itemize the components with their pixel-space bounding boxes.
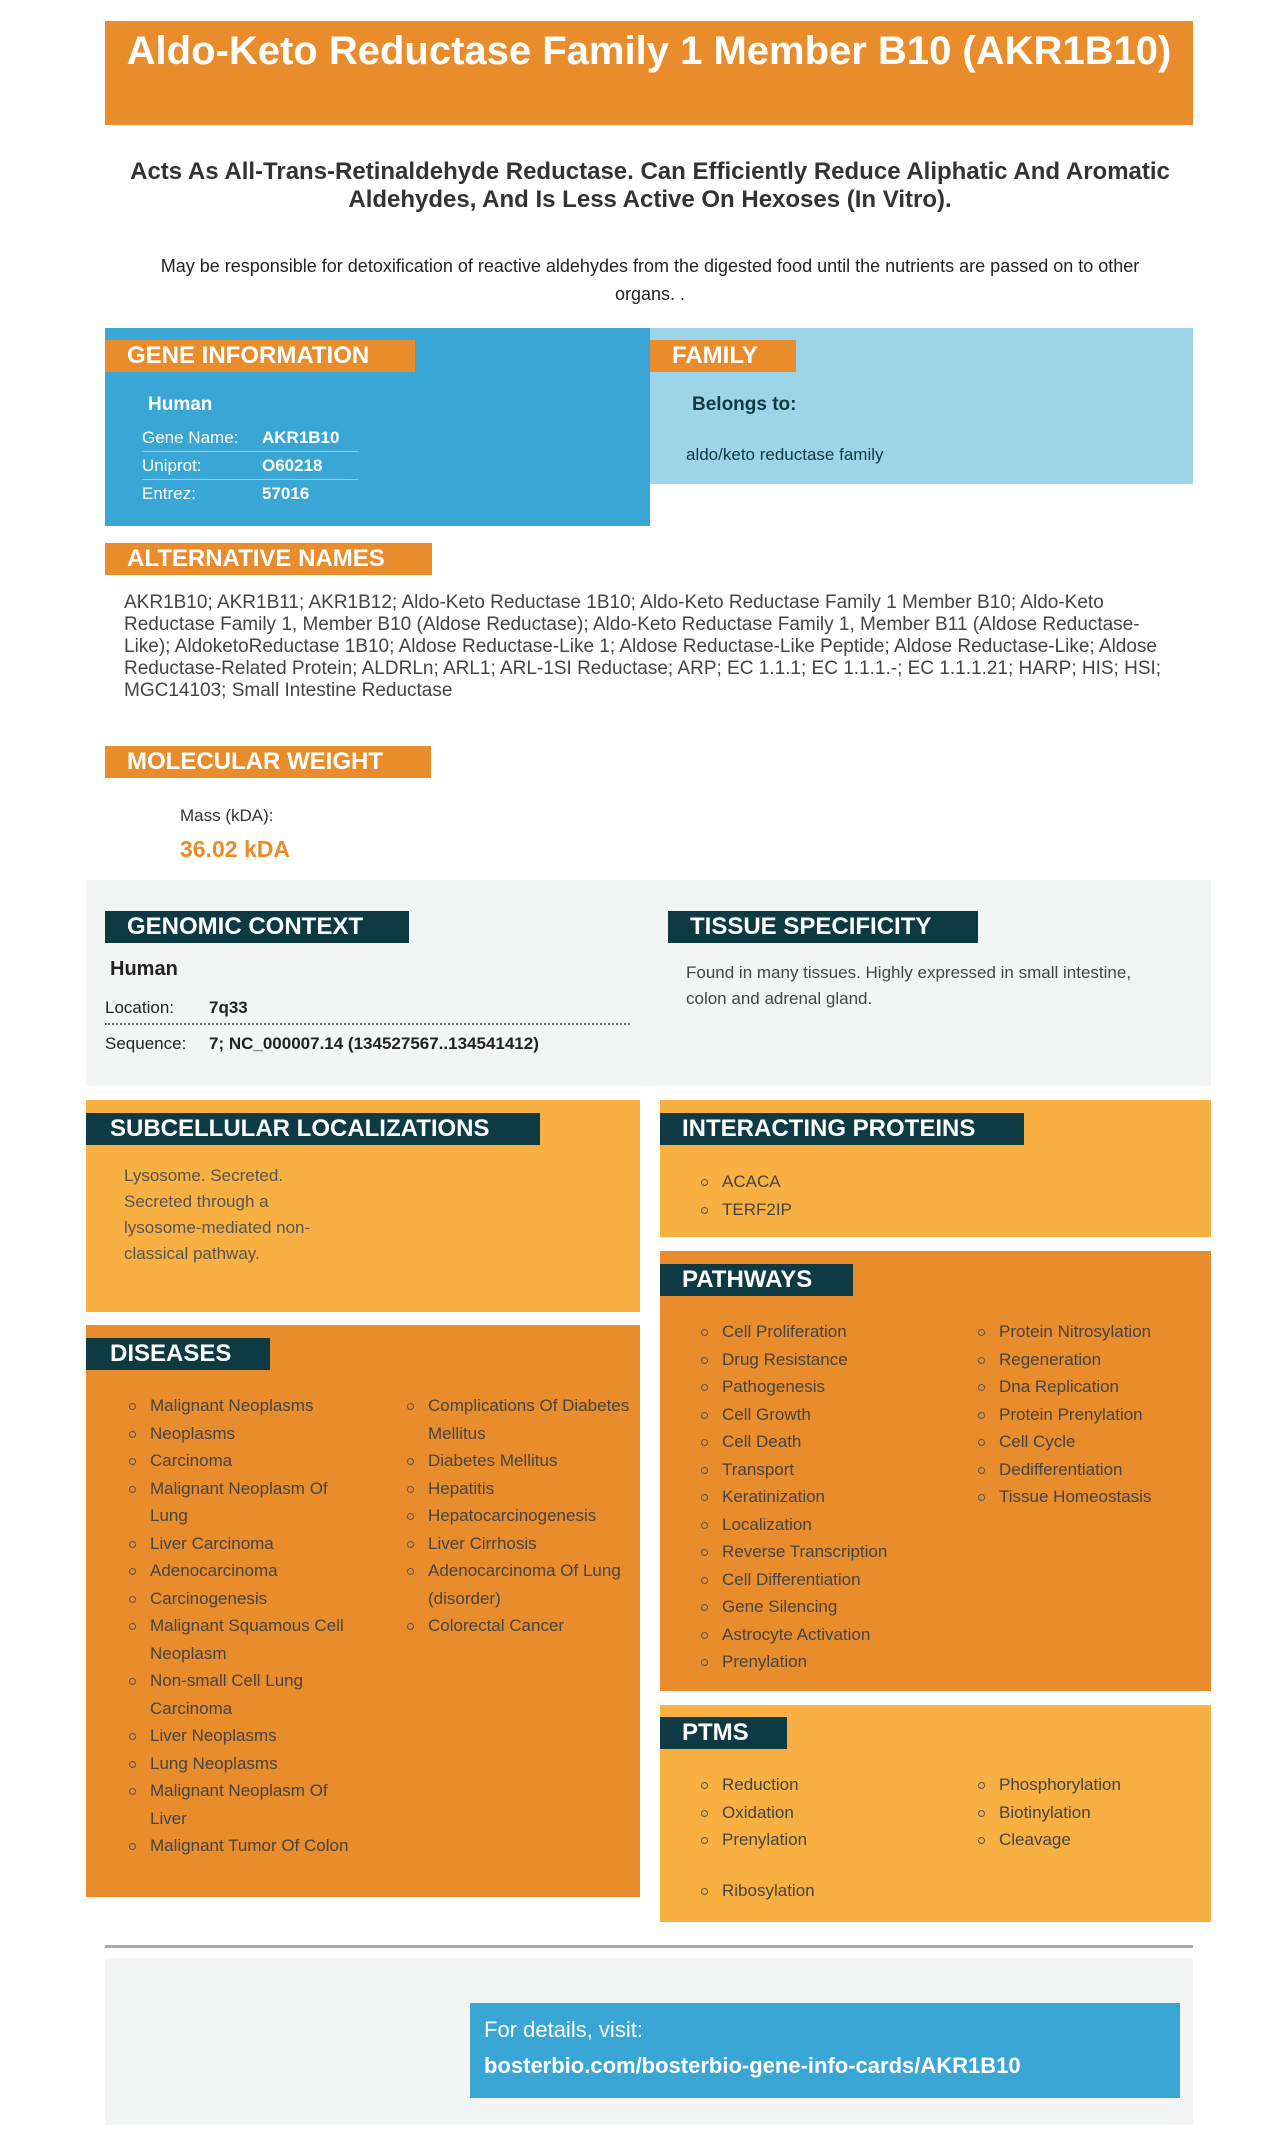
gene-row-key: Uniprot:	[142, 456, 202, 475]
diseases-heading: DISEASES	[86, 1338, 270, 1370]
genomic-species: Human	[110, 958, 178, 980]
details-label: For details, visit:	[484, 2017, 643, 2042]
list-item: Phosphorylation	[973, 1771, 1203, 1799]
gene-row-uniprot	[142, 452, 358, 480]
list-item: Oxidation	[696, 1799, 946, 1827]
list-item: Protein Prenylation	[973, 1401, 1203, 1429]
ptms-list-extra	[696, 1877, 946, 1905]
list-item: Cell Differentiation	[696, 1566, 956, 1594]
gene-row-value: O60218	[262, 456, 323, 475]
list-item: Reverse Transcription	[696, 1538, 956, 1566]
subtitle: Acts As All-Trans-Retinaldehyde Reductase. Can Efficiently Reduce Aliphatic And Aromatic Aldehydes, And Is Less Active On Hexoses (In Vitro).	[130, 158, 1170, 213]
diseases-list-col2	[402, 1392, 630, 1640]
details-link-box[interactable]	[470, 2003, 1180, 2098]
gene-species: Human	[148, 394, 213, 415]
list-item: Cleavage	[973, 1826, 1203, 1854]
gene-row-value: AKR1B10	[262, 428, 340, 447]
family-heading: FAMILY	[650, 340, 796, 372]
interacting-proteins-heading: INTERACTING PROTEINS	[660, 1113, 1024, 1145]
list-item: ACACA	[696, 1168, 996, 1196]
list-item: Regeneration	[973, 1346, 1203, 1374]
list-item: Protein Nitrosylation	[973, 1318, 1203, 1346]
subcellular-text: Lysosome. Secreted. Secreted through a lysosome-mediated non-classical pathway.	[124, 1166, 311, 1263]
list-item: Pathogenesis	[696, 1373, 956, 1401]
list-item: Liver Carcinoma	[124, 1530, 354, 1558]
list-item: Cell Proliferation	[696, 1318, 956, 1346]
diseases-list-col1	[124, 1392, 354, 1860]
list-item: Complications Of Diabetes Mellitus	[402, 1392, 630, 1447]
alternative-names-heading: ALTERNATIVE NAMES	[105, 543, 432, 575]
list-item: Dedifferentiation	[973, 1456, 1203, 1484]
page-title	[105, 21, 1193, 125]
footer-divider	[105, 1945, 1193, 1948]
genomic-context-heading: GENOMIC CONTEXT	[105, 911, 409, 943]
genomic-location-row	[105, 991, 630, 1025]
list-item: Adenocarcinoma Of Lung (disorder)	[402, 1557, 630, 1612]
list-item: Malignant Neoplasms	[124, 1392, 354, 1420]
pathways-list-col2	[973, 1318, 1203, 1511]
list-item: Malignant Tumor Of Colon	[124, 1832, 354, 1860]
list-item: Dna Replication	[973, 1373, 1203, 1401]
list-item: Tissue Homeostasis	[973, 1483, 1203, 1511]
list-item: Localization	[696, 1511, 956, 1539]
list-item: Colorectal Cancer	[402, 1612, 630, 1640]
pathways-heading: PATHWAYS	[660, 1264, 853, 1296]
list-item: Biotinylation	[973, 1799, 1203, 1827]
list-item: Malignant Squamous Cell Neoplasm	[124, 1612, 354, 1667]
family-belongs-label: Belongs to:	[692, 394, 797, 415]
list-item: Carcinoma	[124, 1447, 354, 1475]
list-item: Cell Growth	[696, 1401, 956, 1429]
list-item: Diabetes Mellitus	[402, 1447, 630, 1475]
list-item: Transport	[696, 1456, 956, 1484]
gene-row-key: Gene Name:	[142, 428, 239, 447]
list-item: Reduction	[696, 1771, 946, 1799]
list-item: Hepatitis	[402, 1475, 630, 1503]
list-item: Liver Cirrhosis	[402, 1530, 630, 1558]
location-label: Location:	[105, 998, 174, 1017]
ptms-heading: PTMS	[660, 1717, 787, 1749]
description: May be responsible for detoxification of reactive aldehydes from the digested food until the nutrients are passed on to other organs. .	[160, 256, 1140, 304]
ptms-list-col1	[696, 1771, 946, 1854]
genomic-sequence-row	[105, 1027, 630, 1061]
list-item: Adenocarcinoma	[124, 1557, 354, 1585]
gene-row-entrez	[142, 480, 358, 508]
list-item: Gene Silencing	[696, 1593, 956, 1621]
location-value: 7q33	[209, 998, 248, 1017]
list-item: TERF2IP	[696, 1196, 996, 1224]
list-item: Carcinogenesis	[124, 1585, 354, 1613]
sequence-value: 7; NC_000007.14 (134527567..134541412)	[209, 1034, 539, 1053]
pathways-list-col1	[696, 1318, 956, 1676]
details-link[interactable]: bosterbio.com/bosterbio-gene-info-cards/AKR1B10	[484, 2053, 1021, 2078]
list-item: Prenylation	[696, 1648, 956, 1676]
list-item: Neoplasms	[124, 1420, 354, 1448]
list-item: Keratinization	[696, 1483, 956, 1511]
title-text: Aldo-Keto Reductase Family 1 Member B10 (AKR1B10)	[126, 29, 1172, 73]
subcellular-heading: SUBCELLULAR LOCALIZATIONS	[86, 1113, 540, 1145]
list-item: Cell Cycle	[973, 1428, 1203, 1456]
list-item: Prenylation	[696, 1826, 946, 1854]
list-item: Astrocyte Activation	[696, 1621, 956, 1649]
interacting-proteins-list	[696, 1168, 996, 1223]
list-item: Hepatocarcinogenesis	[402, 1502, 630, 1530]
mass-value: 36.02 kDA	[180, 836, 290, 862]
tissue-specificity-heading: TISSUE SPECIFICITY	[668, 911, 978, 943]
mass-label: Mass (kDA):	[180, 806, 274, 825]
ptms-list-col2	[973, 1771, 1203, 1854]
molecular-weight-heading: MOLECULAR WEIGHT	[105, 746, 431, 778]
list-item: Lung Neoplasms	[124, 1750, 354, 1778]
gene-row-key: Entrez:	[142, 484, 196, 503]
tissue-specificity-text: Found in many tissues. Highly expressed in small intestine, colon and adrenal gland.	[686, 963, 1132, 1008]
list-item: Non-small Cell Lung Carcinoma	[124, 1667, 354, 1722]
family-value: aldo/keto reductase family	[686, 445, 884, 464]
list-item: Cell Death	[696, 1428, 956, 1456]
gene-information-heading: GENE INFORMATION	[105, 340, 415, 372]
gene-row-value: 57016	[262, 484, 310, 503]
alternative-names-text: AKR1B10; AKR1B11; AKR1B12; Aldo-Keto Reductase 1B10; Aldo-Keto Reductase Family 1 Member B10; Aldo-Keto Reductase Family 1, Member B10 (Aldose Reductase); Aldo-Keto Reductase Family 1, Member B11 (Aldose Reductase-Like); AldoketoReductase 1B10; Aldose Reductase-Like 1; Aldose Reductase-Like Peptide; Aldose Reductase-Like; Aldose Reductase-Related Protein; ALDRLn; ARL1; ARL-1SI Reductase; ARP; EC 1.1.1; EC 1.1.1.-; EC 1.1.1.21; HARP; HIS; HSI; MGC14103; Small Intestine Reductase	[124, 592, 1162, 701]
sequence-label: Sequence:	[105, 1034, 187, 1053]
gene-row-name	[142, 424, 358, 452]
list-item: Ribosylation	[696, 1877, 946, 1905]
list-item: Malignant Neoplasm Of Lung	[124, 1475, 354, 1530]
list-item: Liver Neoplasms	[124, 1722, 354, 1750]
list-item: Drug Resistance	[696, 1346, 956, 1374]
list-item: Malignant Neoplasm Of Liver	[124, 1777, 354, 1832]
